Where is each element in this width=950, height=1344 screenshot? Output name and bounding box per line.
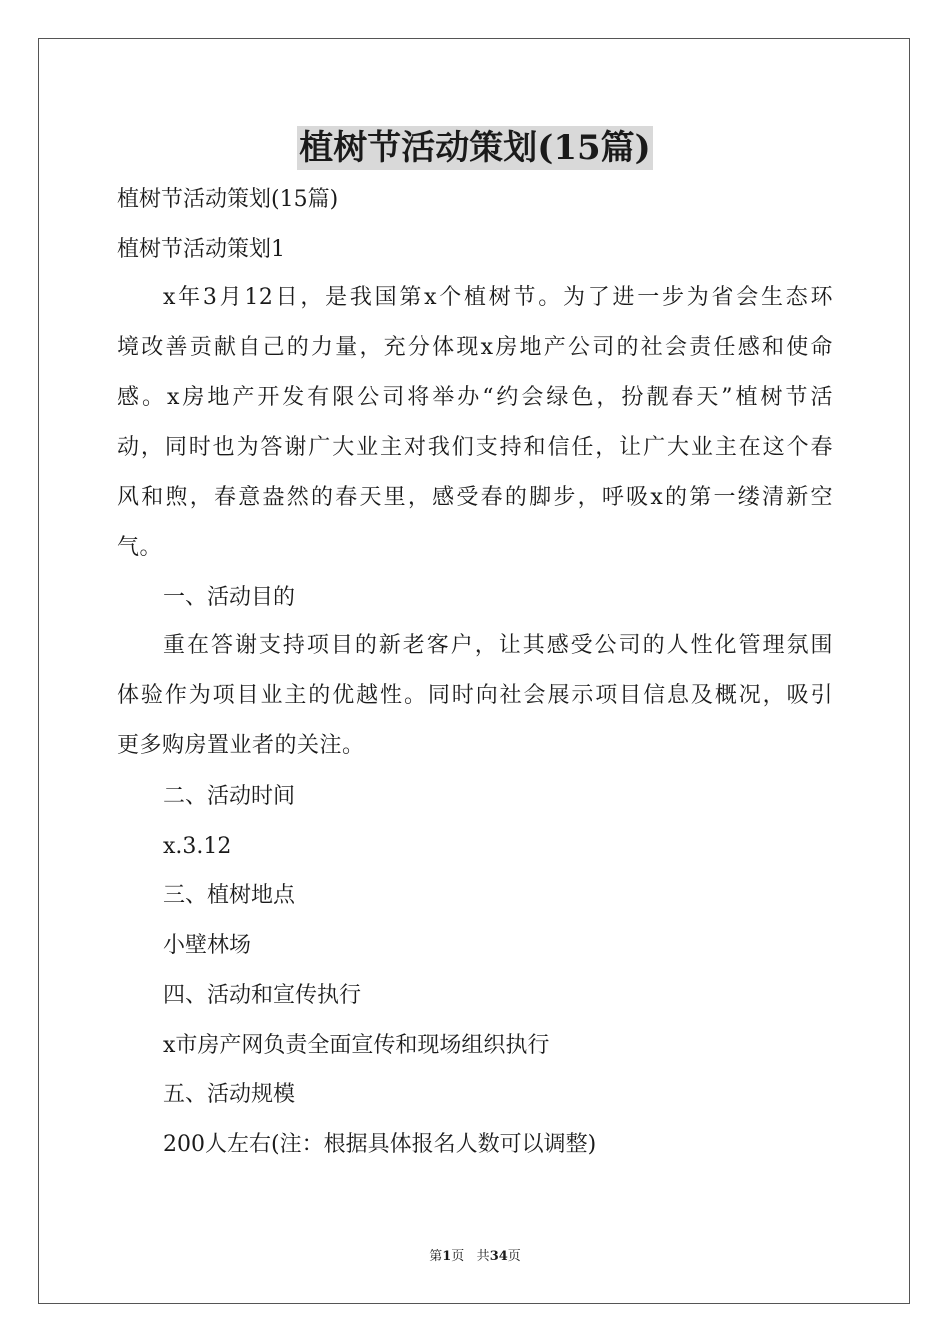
footer-total-pages: 34 xyxy=(489,1249,508,1264)
paragraph-line: 气。 xyxy=(117,535,163,560)
item5-heading: 五、活动规模 xyxy=(163,1082,296,1107)
footer-page-prefix: 第 xyxy=(429,1249,443,1264)
document-subtitle: 植树节活动策划(15篇) xyxy=(117,187,339,212)
item2-value: x.3.12 xyxy=(163,834,232,859)
footer-total-prefix: 共 xyxy=(476,1249,490,1264)
item4-value: x市房产网负责全面宣传和现场组织执行 xyxy=(163,1033,550,1058)
item1-paragraph xyxy=(117,621,833,771)
title-wrap xyxy=(0,126,950,170)
paragraph-line: 体验作为项目业主的优越性。同时向社会展示项目信息及概况，吸引 xyxy=(117,683,833,708)
document-title: 植树节活动策划(15篇) xyxy=(299,128,651,168)
paragraph-line: 更多购房置业者的关注。 xyxy=(117,733,365,758)
item1-heading: 一、活动目的 xyxy=(163,585,296,610)
item4-heading: 四、活动和宣传执行 xyxy=(163,983,362,1008)
item3-value: 小壁林场 xyxy=(163,933,252,958)
paragraph-line: 动，同时也为答谢广大业主对我们支持和信任，让广大业主在这个春 xyxy=(117,435,833,460)
footer-total-suffix: 页 xyxy=(507,1249,521,1264)
paragraph-line: 境改善贡献自己的力量，充分体现x房地产公司的社会责任感和使命 xyxy=(117,335,833,360)
footer-page-number: 1 xyxy=(442,1249,452,1264)
paragraph-line: 重在答谢支持项目的新老客户，让其感受公司的人性化管理氛围 xyxy=(163,633,833,658)
item3-heading: 三、植树地点 xyxy=(163,883,296,908)
paragraph-line: x年3月12日，是我国第x个植树节。为了进一步为省会生态环 xyxy=(163,285,833,310)
paragraph-line: 风和煦，春意盎然的春天里，感受春的脚步，呼吸x的第一缕清新空 xyxy=(117,485,833,510)
item2-heading: 二、活动时间 xyxy=(163,784,296,809)
section-heading: 植树节活动策划1 xyxy=(117,237,285,262)
paragraph-line: 感。x房地产开发有限公司将举办“约会绿色，扮靓春天”植树节活 xyxy=(117,385,833,410)
footer-page-suffix: 页 xyxy=(451,1249,465,1264)
page-footer xyxy=(0,1248,950,1266)
intro-paragraph xyxy=(117,273,833,573)
item5-value: 200人左右(注：根据具体报名人数可以调整) xyxy=(163,1132,597,1157)
